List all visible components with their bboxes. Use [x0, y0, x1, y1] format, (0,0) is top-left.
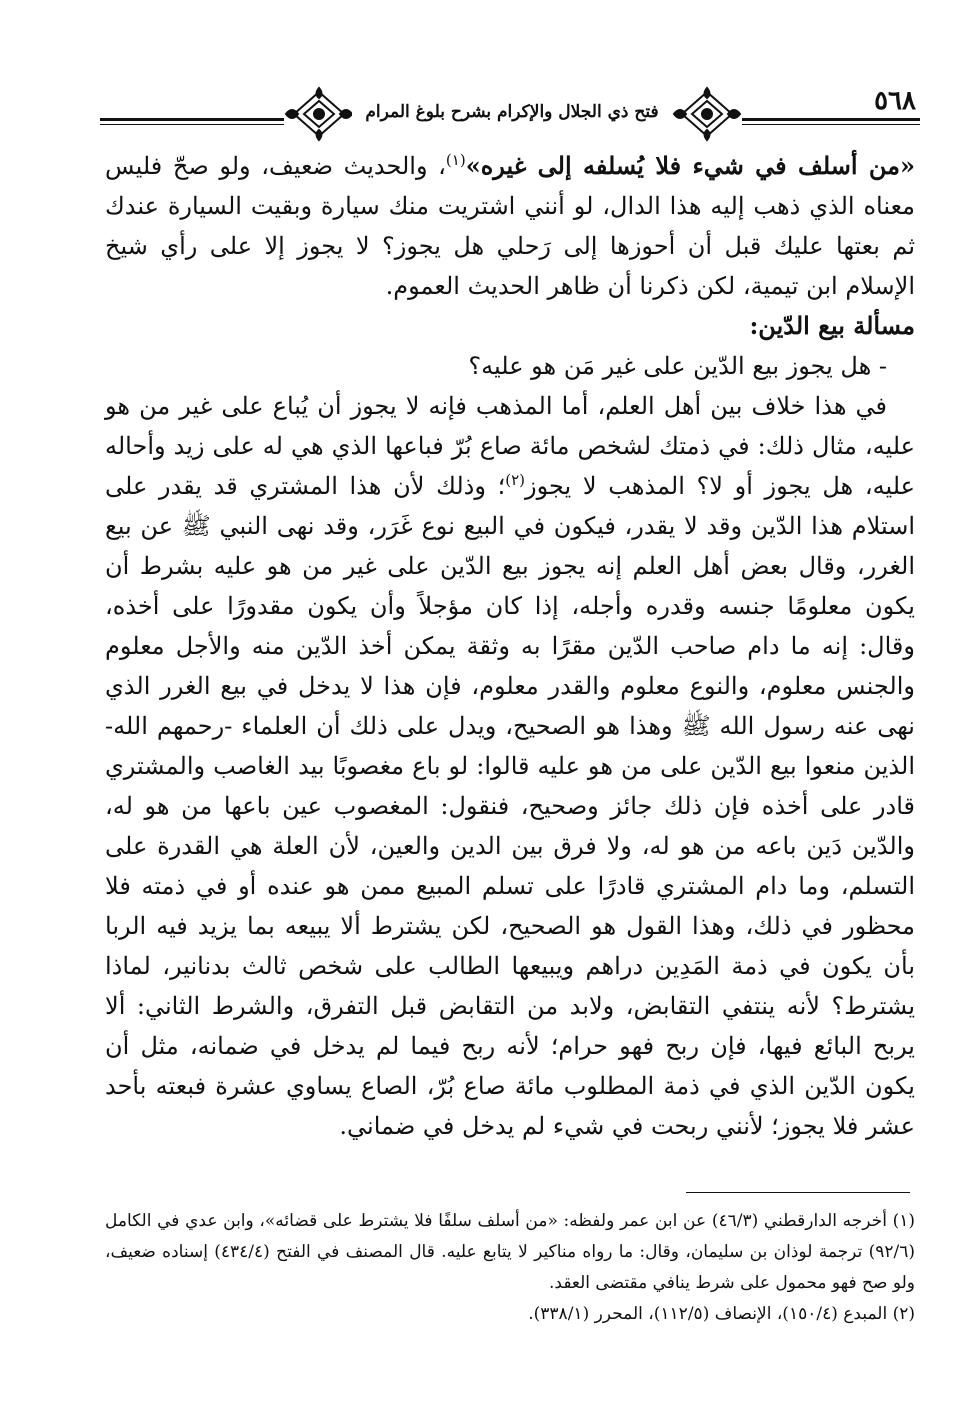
main-text — [105, 146, 915, 1146]
footnote-ref-1: (١) — [445, 151, 466, 169]
footnote-1: (١) أخرجه الدارقطني (٤٦/٣) عن ابن عمر ولفظه: «من أسلف سلفًا فلا يشترط على قضائه»، وابن عدي في الكامل (٩٢/٦) ترجمة لوذان بن سليمان، وقال: ما رواه مناكير لا يتابع عليه. قال المصنف في الفتح (٤٣٤/٤) إسناده ضعيف، ولو صح فهو محمول على شرط ينافي مقتضى العقد. — [105, 1211, 916, 1293]
paragraph-1-text: ، والحديث ضعيف، ولو صحّ فليس معناه الذي ذهب إليه هذا الدال، لو أنني اشتريت منك سيارة وبقيت السيارة عندك ثم بعتها عليك قبل أن أحوزها إلى رَحلي هل يجوز؟ لا يجوز إلا على رأي شيخ الإسلام ابن تيمية، لكن ذكرنا أن ظاهر الحديث العموم. — [105, 152, 916, 300]
section-heading: مسألة بيع الدّين: — [749, 311, 915, 340]
paragraph-2-text-b: ؛ وذلك لأن هذا المشتري قد يقدر على استلام هذا الدّين وقد لا يقدر، فيكون في البيع نوع غَرَر، وقد نهى النبي ﷺ عن بيع الغرر، وقال بعض أهل العلم إنه يجوز بيع الدّين على غير من هو عليه بشرط أن يكون معلومًا جنسه وقدره وأجله، إذا كان مؤجلاً وأن يكون مقدورًا على أخذه، وقال: إنه ما دام صاحب الدّين مقرًا به وثقة يمكن أخذ الدّين منه والأجل معلوم والجنس معلوم، والنوع معلوم والقدر معلوم، فإن هذا لا يدخل في بيع الغرر الذي نهى عنه رسول الله ﷺ وهذا هو الصحيح، ويدل على ذلك أن العلماء -رحمهم الله- الذين منعوا بيع الدّين على من هو عليه قالوا: لو باع مغصوبًا بيد الغاصب والمشتري قادر على أخذه فإن ذلك جائز وصحيح، فنقول: المغصوب عين باعها من هو له، والدّين دَين باعه من هو له، ولا فرق بين الدين والعين، لأن العلة هي القدرة على التسلم، وما دام المشتري قادرًا على تسلم المبيع ممن هو عنده أو في ذمته فلا محظور في ذلك، وهذا القول هو الصحيح، لكن يشترط ألا يبيعه بما يزيد فيه الربا بأن يكون في ذمة المَدِين دراهم ويبيعها الطالب على شخص ثالث بدنانير، لماذا يشترط؟ لأنه ينتفي التقابض، ولابد من التقابض قبل التفرق، والشرط الثاني: ألا يربح البائع فيها، فإن ربح فهو حرام؛ لأنه ربح فيما لم يدخل في ضمانه، مثل أن يكون الدّين الذي في ذمة المطلوب مائة صاع بُرّ، الصاع يساوي عشرة فبعته بأحد عشر فلا يجوز؛ لأنني ربحت في شيء لم يدخل في ضماني. — [105, 472, 915, 1140]
paragraph-2 — [105, 386, 915, 1146]
footnote-2: (٢) المبدع (١٥٠/٤)، الإنصاف (١١٢/٥)، المحرر (٣٣٨/١). — [528, 1304, 915, 1324]
footnotes — [105, 1206, 915, 1330]
question-line: - هل يجوز بيع الدّين على غير مَن هو عليه؟ — [468, 352, 887, 380]
right-ornament-icon — [672, 86, 742, 142]
paragraph-2-text-a: في هذا خلاف بين أهل العلم، أما المذهب فإنه لا يجوز أن يُباع على غير من هو عليه، مثال ذلك: في ذمتك لشخص مائة صاع بُرّ فباعها الذي هي له على زيد وأحاله عليه، هل يجوز أو لا؟ المذهب لا يجوز — [105, 392, 915, 500]
hadith-quote: «من أسلف في شيء فلا يُسلفه إلى غيره» — [465, 151, 916, 180]
left-ornament-icon — [284, 86, 354, 142]
page-header — [100, 82, 920, 142]
footnote-ref-2: (٢) — [505, 471, 526, 489]
paragraph-1 — [105, 146, 915, 306]
running-title: فتح ذي الجلال والإكرام بشرح بلوغ المرام — [352, 92, 672, 132]
page-number: ٥٦٨ — [874, 86, 916, 116]
footnote-separator — [686, 1192, 910, 1193]
